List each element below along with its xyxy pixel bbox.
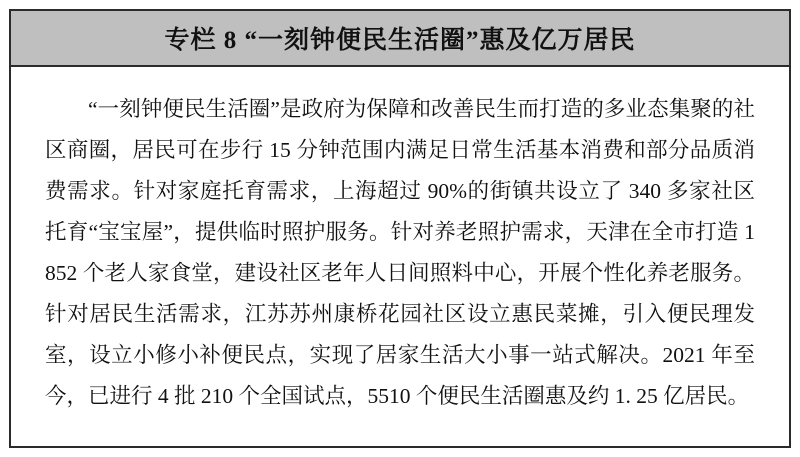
callout-box — [9, 9, 791, 448]
callout-box-title: 专栏 8 “一刻钟便民生活圈”惠及亿万居民 — [164, 27, 636, 54]
callout-box-header — [11, 11, 789, 67]
callout-box-body — [11, 67, 789, 446]
callout-box-paragraph: “一刻钟便民生活圈”是政府为保障和改善民生而打造的多业态集聚的社区商圈，居民可在步行 15 分钟范围内满足日常生活基本消费和部分品质消费需求。针对家庭托育需求，上海超过 90%的街镇共设立了 340 多家社区托育“宝宝屋”，提供临时照护服务。针对养老照护需求，天津在全市打造 1852 个老人家食堂，建设社区老年人日间照料中心，开展个性化养老服务。针对居民生活需求，江苏苏州康桥花园社区设立惠民菜摊，引入便民理发室，设立小修小补便民点，实现了居家生活大小事一站式解决。2021 年至今，已进行 4 批 210 个全国试点，5510 个便民生活圈惠及约 1. 25 亿居民。 — [45, 97, 755, 408]
